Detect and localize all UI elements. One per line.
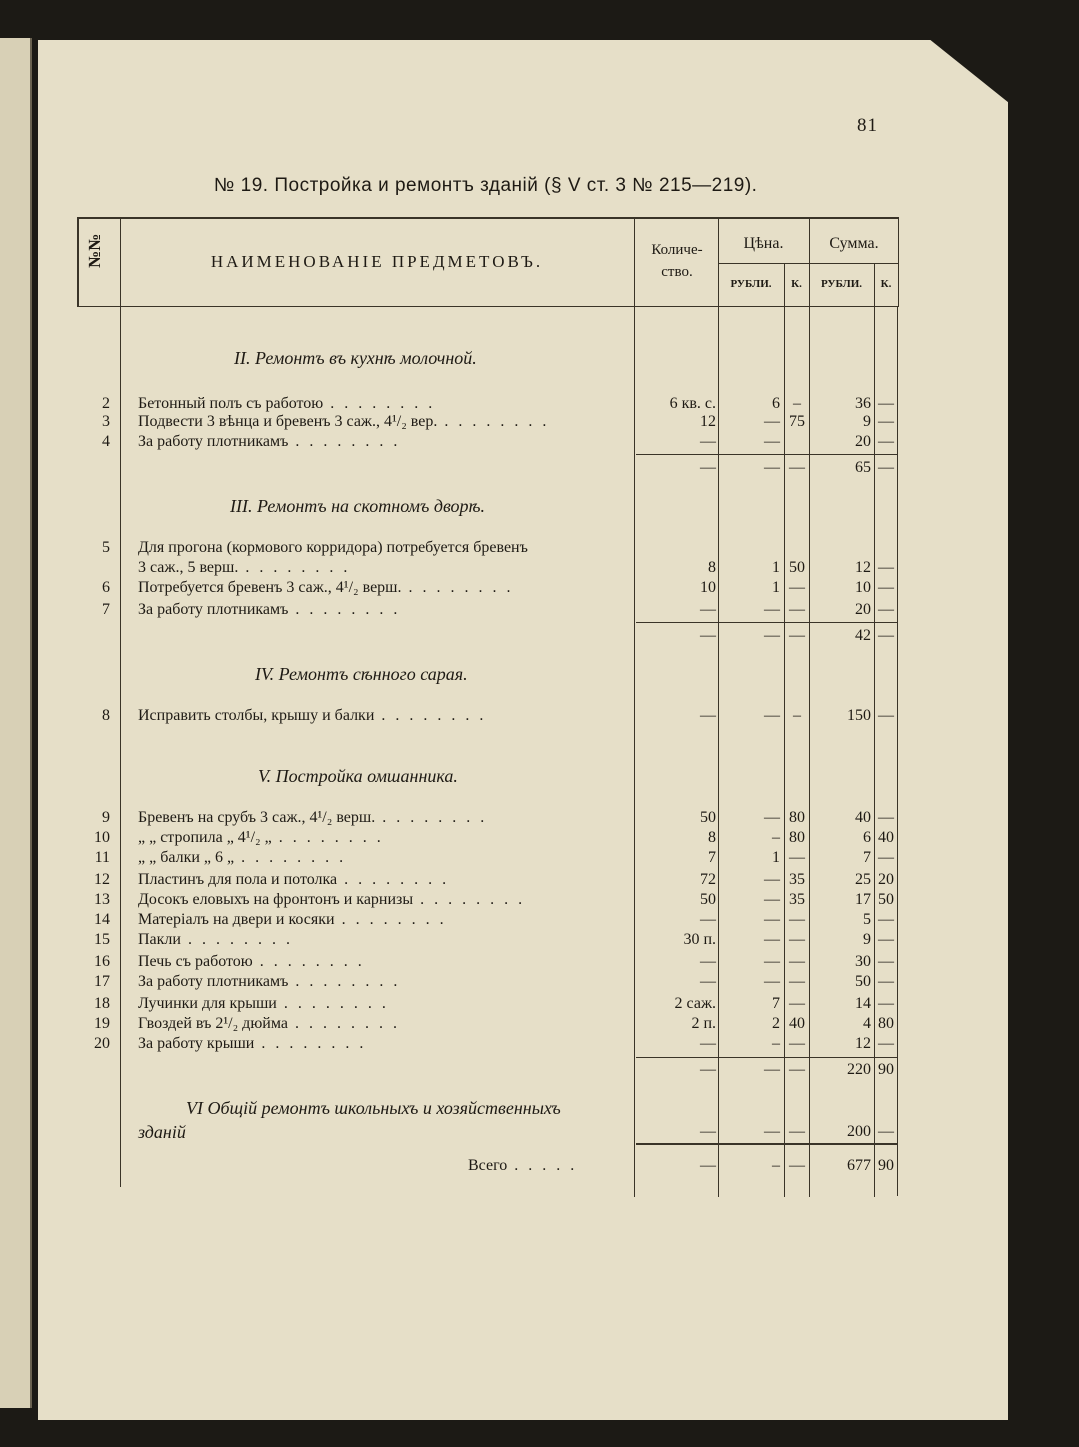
row-description: За работу плотникамъ . . . . . . . . — [138, 601, 401, 618]
row-sum-rubles: 65 — [855, 459, 871, 476]
row-sum-kopecks: — — [878, 973, 894, 990]
row-sum-rubles: 200 — [847, 1123, 871, 1140]
row-price-kopecks: 35 — [789, 891, 805, 908]
row-description: Бревенъ на срубъ 3 саж., 4¹/₂ верш. . . . . . . . . — [138, 809, 488, 826]
row-description: Пакли . . . . . . . . — [138, 931, 293, 948]
row-quantity: — — [700, 627, 716, 644]
row-sum-rubles: 14 — [855, 995, 871, 1012]
row-quantity: 2 саж. — [674, 995, 716, 1012]
row-number: 6 — [102, 579, 110, 596]
total-label: Всего . . . . . — [468, 1157, 578, 1174]
row-quantity: 30 п. — [683, 931, 716, 948]
total-quantity: — — [700, 1157, 716, 1174]
row-sum-kopecks: 40 — [878, 829, 894, 846]
row-sum-rubles: 4 — [863, 1015, 871, 1032]
row-price-kopecks: — — [789, 627, 805, 644]
row-sum-kopecks: — — [878, 849, 894, 866]
row-sum-kopecks: — — [878, 911, 894, 928]
row-sum-kopecks: 90 — [878, 1061, 894, 1078]
row-sum-rubles: 25 — [855, 871, 871, 888]
row-price-kopecks: — — [789, 1061, 805, 1078]
section-heading: V. Постройка омшанника. — [258, 766, 458, 786]
sum-header: Сумма. — [829, 235, 879, 252]
row-price-kopecks: — — [789, 1035, 805, 1052]
row-price-kopecks: – — [793, 395, 801, 412]
row-sum-kopecks: — — [878, 995, 894, 1012]
row-description: Потребуется бревенъ 3 саж., 4¹/₂ верш. . . . . . . . . — [138, 579, 514, 596]
row-price-rubles: 1 — [772, 559, 780, 576]
row-number: 18 — [94, 995, 110, 1012]
row-sum-kopecks: 20 — [878, 871, 894, 888]
row-description: За работу плотникамъ . . . . . . . . — [138, 433, 401, 450]
row-quantity: — — [700, 707, 716, 724]
row-quantity: — — [700, 1123, 716, 1140]
row-price-kopecks: 80 — [789, 829, 805, 846]
row-description: Матеріалъ на двери и косяки . . . . . . . . — [138, 911, 447, 928]
row-sum-rubles: 50 — [855, 973, 871, 990]
row-price-rubles: — — [764, 891, 780, 908]
row-description: За работу плотникамъ . . . . . . . . — [138, 973, 401, 990]
row-sum-rubles: 42 — [855, 627, 871, 644]
row-price-kopecks: 40 — [789, 1015, 805, 1032]
row-number: 7 — [102, 601, 110, 618]
row-sum-rubles: 150 — [847, 707, 871, 724]
row-price-kopecks: — — [789, 953, 805, 970]
price-rubles-header: РУБЛИ. — [730, 278, 772, 290]
row-quantity: — — [700, 911, 716, 928]
row-price-rubles: — — [764, 931, 780, 948]
row-quantity: 6 кв. с. — [669, 395, 716, 412]
row-sum-rubles: 9 — [863, 931, 871, 948]
section-heading: IV. Ремонтъ сѣнного сарая. — [255, 664, 468, 684]
row-price-rubles: — — [764, 973, 780, 990]
total-sum-kopecks: 90 — [878, 1157, 894, 1174]
row-description: Гвоздей въ 2¹/₂ дюйма . . . . . . . . — [138, 1015, 400, 1032]
row-price-rubles: 1 — [772, 849, 780, 866]
row-price-kopecks: — — [789, 1123, 805, 1140]
row-quantity: — — [700, 433, 716, 450]
quantity-header-line2: ство. — [661, 264, 693, 280]
row-sum-rubles: 20 — [855, 433, 871, 450]
row-sum-kopecks: — — [878, 953, 894, 970]
row-sum-rubles: 5 — [863, 911, 871, 928]
row-sum-kopecks: — — [878, 559, 894, 576]
row-description: Подвести 3 вѣнца и бревенъ 3 саж., 4¹/₂ вер. . . . . . . . . — [138, 413, 550, 430]
row-description: Для прогона (кормового корридора) потребуется бревенъ — [138, 539, 528, 556]
row-quantity: 50 — [700, 809, 716, 826]
row-sum-rubles: 36 — [855, 395, 871, 412]
row-sum-rubles: 220 — [847, 1061, 871, 1078]
row-sum-kopecks: — — [878, 413, 894, 430]
row-sum-rubles: 10 — [855, 579, 871, 596]
row-price-kopecks: 50 — [789, 559, 805, 576]
row-price-rubles: — — [764, 459, 780, 476]
row-price-kopecks: — — [789, 931, 805, 948]
row-sum-kopecks: — — [878, 809, 894, 826]
row-sum-kopecks: — — [878, 707, 894, 724]
adjacent-page-edge — [0, 38, 32, 1408]
row-price-kopecks: — — [789, 973, 805, 990]
row-price-kopecks: – — [793, 707, 801, 724]
row-sum-rubles: 12 — [855, 559, 871, 576]
row-price-rubles: — — [764, 953, 780, 970]
row-sum-kopecks: — — [878, 1035, 894, 1052]
row-description: Лучинки для крыши . . . . . . . . — [138, 995, 389, 1012]
row-price-kopecks: — — [789, 911, 805, 928]
row-quantity: 50 — [700, 891, 716, 908]
row-sum-rubles: 30 — [855, 953, 871, 970]
row-price-rubles: 7 — [772, 995, 780, 1012]
row-price-kopecks: — — [789, 849, 805, 866]
number-column-header: №№ — [85, 233, 104, 268]
section-heading: II. Ремонтъ въ кухнѣ молочной. — [234, 348, 477, 368]
row-price-rubles: — — [764, 1061, 780, 1078]
total-sum-rubles: 677 — [847, 1157, 871, 1174]
row-quantity: — — [700, 1061, 716, 1078]
row-number: 9 — [102, 809, 110, 826]
row-quantity: 8 — [708, 559, 716, 576]
row-number: 4 — [102, 433, 110, 450]
row-price-kopecks: — — [789, 459, 805, 476]
row-number: 12 — [94, 871, 110, 888]
row-price-rubles: – — [772, 829, 780, 846]
sum-rubles-header: РУБЛИ. — [820, 278, 863, 290]
row-description: Бетонный полъ съ работою . . . . . . . . — [138, 395, 436, 412]
row-price-kopecks: 80 — [789, 809, 805, 826]
row-sum-kopecks: — — [878, 579, 894, 596]
row-price-rubles: 2 — [772, 1015, 780, 1032]
row-price-rubles: — — [764, 911, 780, 928]
row-description: Пластинъ для пола и потолка . . . . . . . . — [138, 871, 450, 888]
row-price-rubles: — — [764, 707, 780, 724]
row-quantity: 12 — [700, 413, 716, 430]
row-number: 19 — [94, 1015, 110, 1032]
page-title: № 19. Постройка и ремонтъ зданій (§ V ст. 3 № 215—219). — [214, 175, 758, 196]
row-sum-rubles: 17 — [855, 891, 871, 908]
page-number: 81 — [857, 115, 878, 136]
row-number: 11 — [94, 849, 110, 866]
row-price-kopecks: 35 — [789, 871, 805, 888]
price-kopecks-header: К. — [791, 278, 802, 290]
row-quantity: 72 — [700, 871, 716, 888]
row-sum-kopecks: — — [878, 931, 894, 948]
row-description: Печь съ работою . . . . . . . . — [138, 953, 365, 970]
row-price-rubles: — — [764, 627, 780, 644]
row-quantity: 2 п. — [691, 1015, 716, 1032]
row-price-rubles: 6 — [772, 395, 780, 412]
row-number: 3 — [102, 413, 110, 430]
row-price-rubles: — — [764, 601, 780, 618]
row-price-rubles: – — [772, 1035, 780, 1052]
row-price-rubles: — — [764, 871, 780, 888]
row-number: 8 — [102, 707, 110, 724]
row-number: 14 — [94, 911, 110, 928]
row-price-kopecks: — — [789, 579, 805, 596]
row-quantity: — — [700, 1035, 716, 1052]
row-sum-rubles: 40 — [855, 809, 871, 826]
price-header: Цѣна. — [743, 235, 784, 252]
row-description: За работу крыши . . . . . . . . — [138, 1035, 367, 1052]
row-description: Исправить столбы, крышу и балки . . . . . . . . — [138, 707, 487, 724]
row-price-rubles: — — [764, 433, 780, 450]
row-price-kopecks: — — [789, 601, 805, 618]
row-description: „ „ стропила „ 4¹/₂ „ . . . . . . . . — [138, 829, 384, 846]
name-column-header: НАИМЕНОВАНІЕ ПРЕДМЕТОВЪ. — [210, 252, 544, 271]
row-sum-kopecks: — — [878, 601, 894, 618]
section-heading-continuation: зданій — [138, 1122, 186, 1142]
row-quantity: 10 — [700, 579, 716, 596]
row-quantity: — — [700, 973, 716, 990]
row-sum-kopecks: — — [878, 433, 894, 450]
quantity-header-line1: Количе- — [651, 242, 703, 258]
total-price-kopecks: — — [789, 1157, 805, 1174]
row-price-rubles: — — [764, 413, 780, 430]
row-number: 20 — [94, 1035, 110, 1052]
row-quantity: — — [700, 601, 716, 618]
total-price-rubles: – — [772, 1157, 780, 1174]
row-sum-rubles: 9 — [863, 413, 871, 430]
row-sum-rubles: 20 — [855, 601, 871, 618]
row-quantity: 8 — [708, 829, 716, 846]
section-heading: VI Общій ремонтъ школьныхъ и хозяйственныхъ — [186, 1098, 561, 1118]
row-sum-rubles: 6 — [863, 829, 871, 846]
row-number: 15 — [94, 931, 110, 948]
row-sum-kopecks: — — [878, 627, 894, 644]
row-sum-rubles: 12 — [855, 1035, 871, 1052]
row-quantity: — — [700, 953, 716, 970]
row-sum-kopecks: — — [878, 395, 894, 412]
row-number: 17 — [94, 973, 110, 990]
sum-kopecks-header: К. — [880, 278, 892, 290]
row-price-kopecks: 75 — [789, 413, 805, 430]
row-number: 10 — [94, 829, 110, 846]
row-quantity: 7 — [708, 849, 716, 866]
row-price-kopecks: — — [789, 995, 805, 1012]
row-description: 3 саж., 5 верш. . . . . . . . . — [138, 559, 351, 576]
row-price-rubles: — — [764, 1123, 780, 1140]
row-quantity: — — [700, 459, 716, 476]
row-number: 5 — [102, 539, 110, 556]
row-price-rubles: — — [764, 809, 780, 826]
row-number: 2 — [102, 395, 110, 412]
row-sum-kopecks: — — [878, 1123, 894, 1140]
row-sum-rubles: 7 — [863, 849, 871, 866]
row-sum-kopecks: — — [878, 459, 894, 476]
row-sum-kopecks: 80 — [878, 1015, 894, 1032]
section-heading: III. Ремонтъ на скотномъ дворѣ. — [230, 496, 486, 516]
row-sum-kopecks: 50 — [878, 891, 894, 908]
row-description: Досокъ еловыхъ на фронтонъ и карнизы . . . . . . . . — [138, 891, 526, 908]
row-number: 16 — [94, 953, 110, 970]
row-number: 13 — [94, 891, 110, 908]
row-price-rubles: 1 — [772, 579, 780, 596]
row-description: „ „ балки „ 6 „ . . . . . . . . — [138, 849, 347, 866]
